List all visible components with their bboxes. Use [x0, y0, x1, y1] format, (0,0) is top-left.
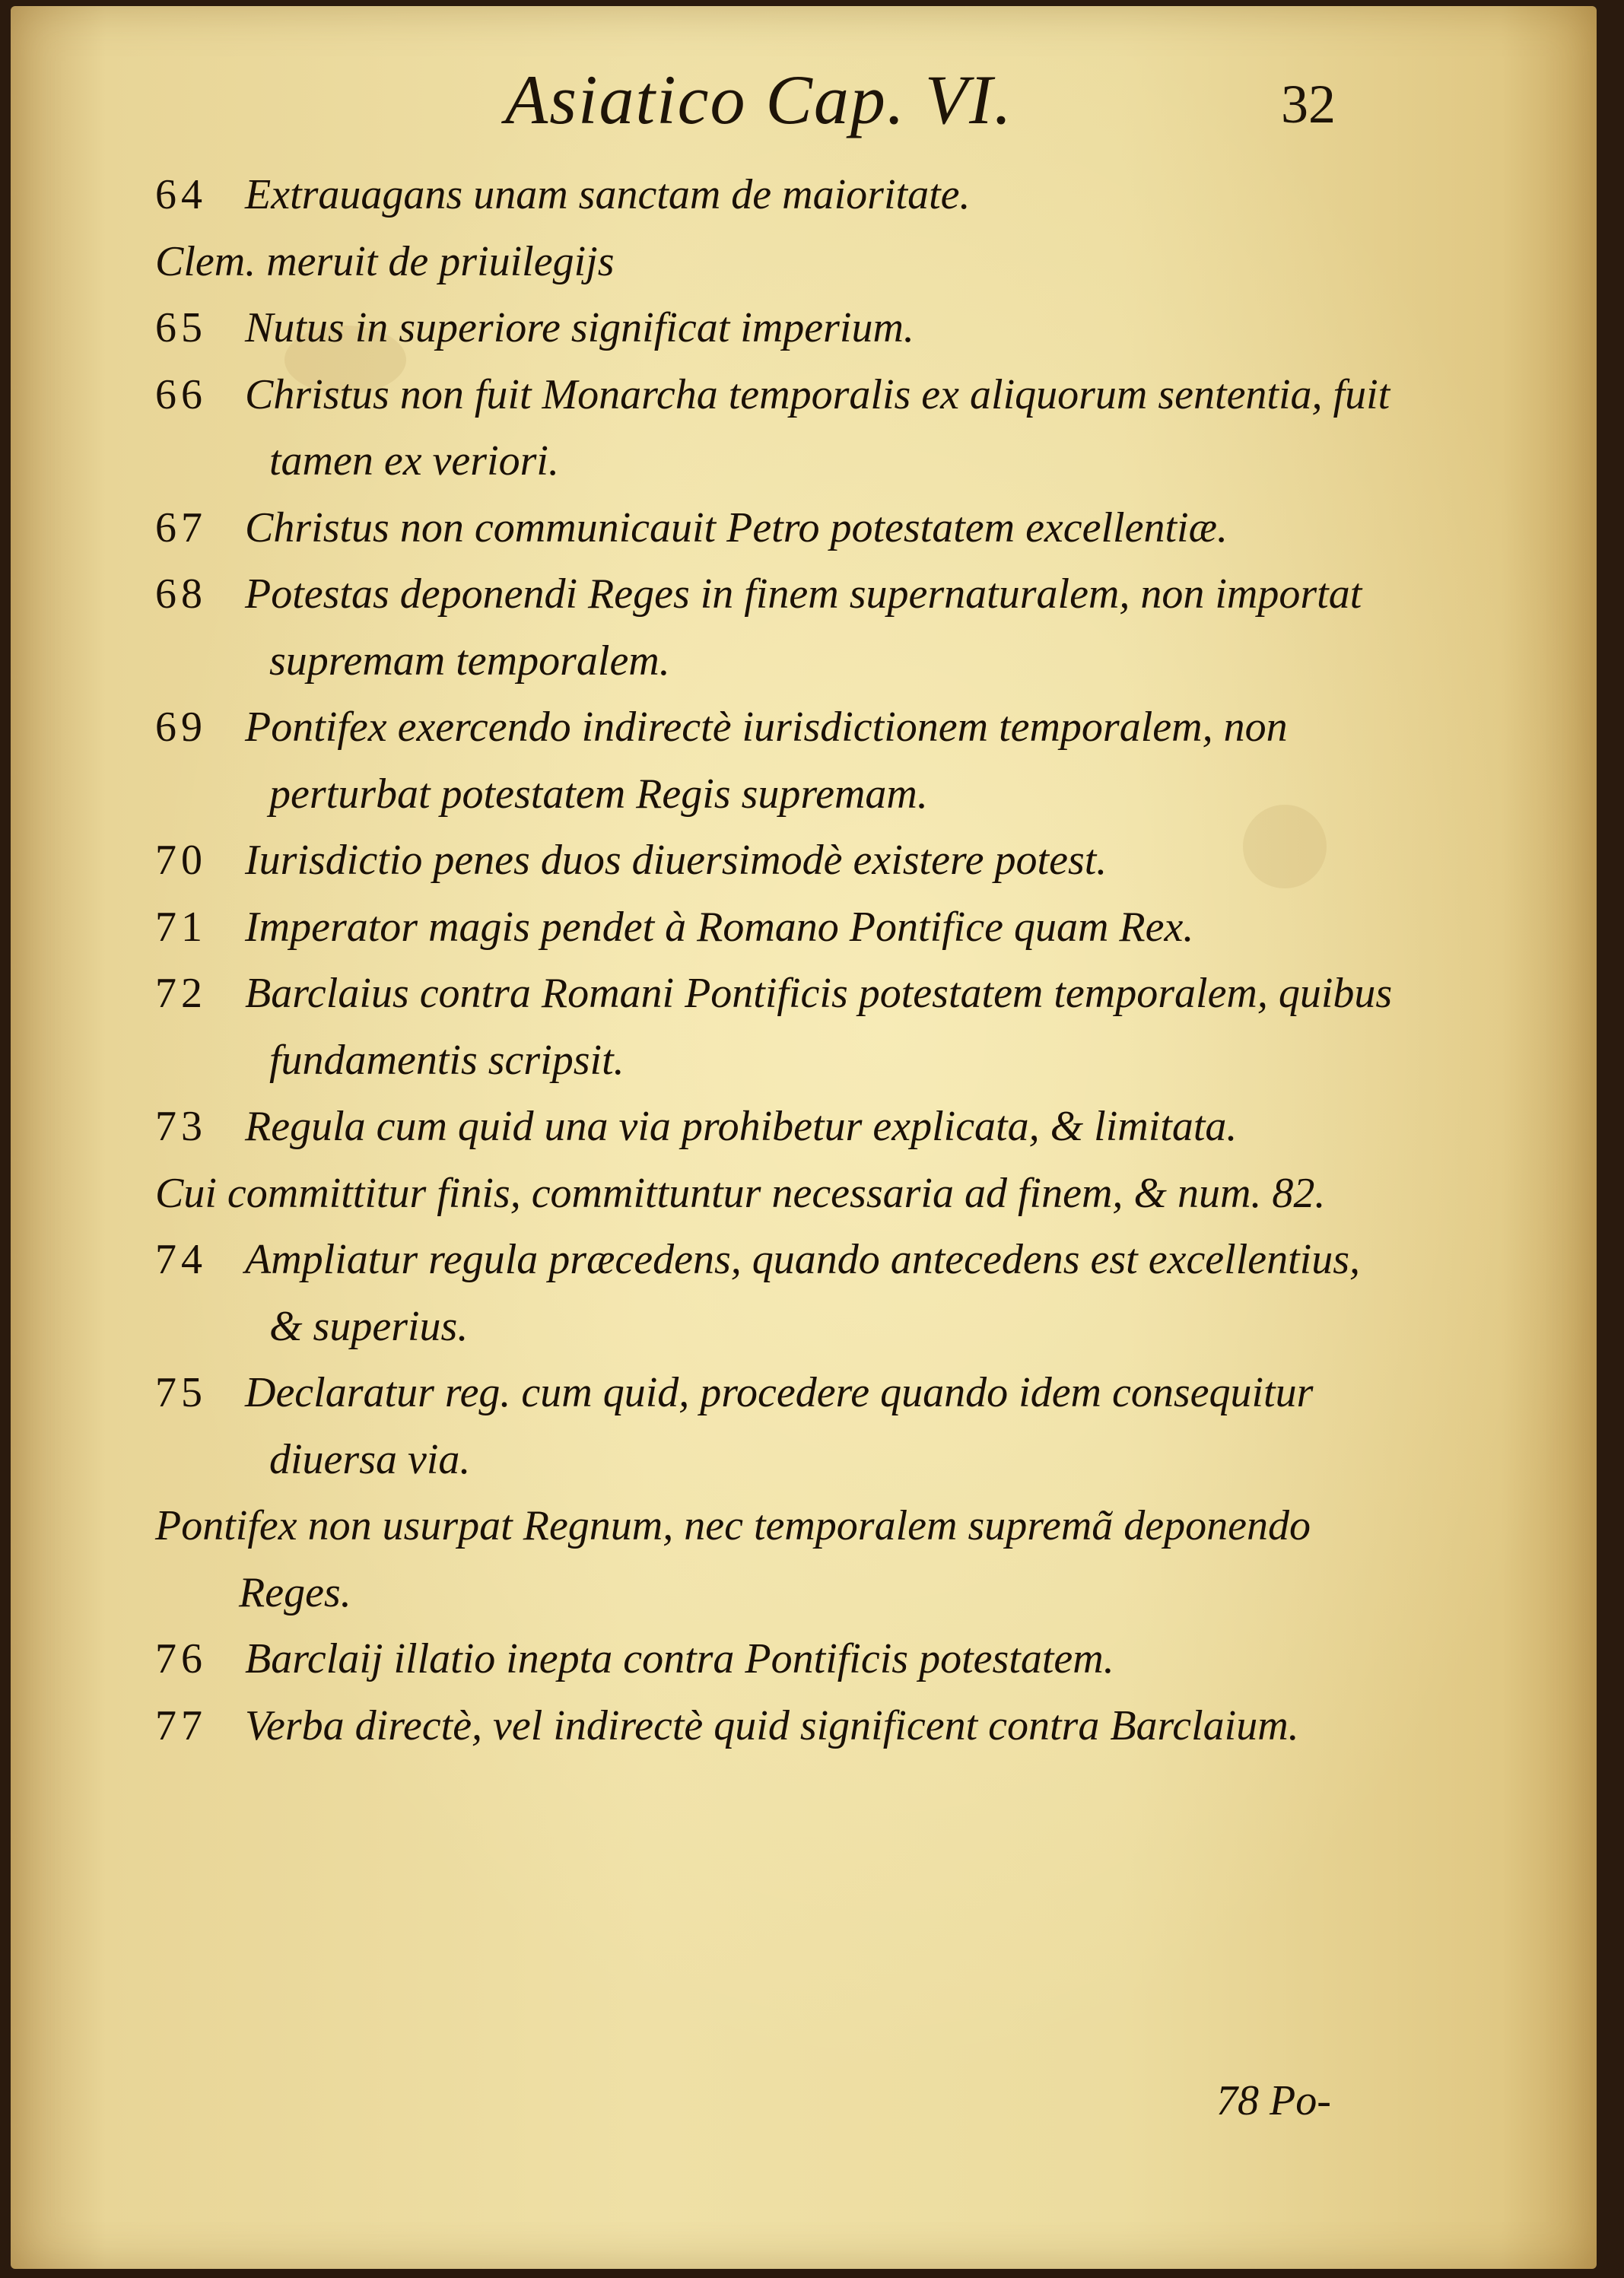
entry-number: 77 — [155, 1701, 207, 1749]
entry-text: Verba directè, vel indirectè quid significent contra Barclaium. — [245, 1701, 1299, 1749]
entry-number: 68 — [155, 570, 207, 618]
summary-list — [155, 162, 1403, 1759]
summary-entry — [155, 894, 1403, 961]
entry-text: Cui committitur finis, committuntur necessaria ad finem, & num. 82. — [155, 1169, 1326, 1217]
book-page — [11, 6, 1597, 2269]
summary-entry — [155, 229, 1403, 296]
summary-entry — [155, 1493, 1403, 1626]
entry-number: 65 — [155, 304, 207, 351]
entry-text: Barclaij illatio inepta contra Pontificis potestatem. — [245, 1635, 1114, 1682]
summary-entry — [155, 295, 1403, 362]
catchword: 78 Po- — [1216, 2077, 1331, 2124]
entry-number: 71 — [155, 903, 207, 951]
entry-text: Ampliatur regula præcedens, quando antecedens est excellentius, & superius. — [245, 1236, 1361, 1350]
page-number: 32 — [1281, 74, 1336, 135]
entry-number: 73 — [155, 1103, 207, 1150]
summary-entry — [155, 1360, 1403, 1493]
summary-entry — [155, 694, 1403, 828]
entry-number: 66 — [155, 370, 207, 418]
entry-text: Extrauagans unam sanctam de maioritate. — [245, 171, 971, 218]
entry-number: 72 — [155, 970, 207, 1017]
entry-text: Barclaius contra Romani Pontificis potestatem temporalem, quibus fundamentis scripsit. — [245, 970, 1393, 1084]
summary-entry — [155, 495, 1403, 562]
entry-text: Potestas deponendi Reges in finem supernaturalem, non importat supremam temporalem. — [245, 570, 1362, 685]
summary-entry — [155, 1626, 1403, 1693]
entry-text: Declaratur reg. cum quid, procedere quando idem consequitur diuersa via. — [245, 1369, 1314, 1483]
entry-number: 67 — [155, 504, 207, 551]
page-header — [11, 59, 1597, 143]
entry-number: 75 — [155, 1369, 207, 1416]
entry-text: Imperator magis pendet à Romano Pontifice quam Rex. — [245, 903, 1194, 951]
summary-entry — [155, 1161, 1403, 1228]
entry-text: Regula cum quid una via prohibetur explicata, & limitata. — [245, 1103, 1238, 1150]
summary-entry — [155, 961, 1403, 1094]
entry-number: 64 — [155, 171, 207, 218]
entry-text: Christus non fuit Monarcha temporalis ex aliquorum sententia, fuit tamen ex veriori. — [245, 370, 1390, 485]
entry-text: Christus non communicauit Petro potestatem excellentiæ. — [245, 504, 1228, 551]
entry-text: Nutus in superiore significat imperium. — [245, 304, 914, 351]
summary-entry — [155, 1227, 1403, 1360]
entry-number: 69 — [155, 704, 207, 751]
entry-text: Clem. meruit de priuilegijs — [155, 237, 615, 285]
summary-entry — [155, 162, 1403, 229]
summary-entry — [155, 1693, 1403, 1760]
entry-number: 70 — [155, 837, 207, 884]
summary-entry — [155, 561, 1403, 694]
entry-text: Pontifex exercendo indirectè iurisdictionem temporalem, non perturbat potestatem Regis supremam. — [245, 704, 1288, 818]
summary-entry — [155, 362, 1403, 495]
summary-entry — [155, 1094, 1403, 1161]
entry-text: Iurisdictio penes duos diuersimodè existere potest. — [245, 837, 1108, 884]
entry-number: 76 — [155, 1635, 207, 1682]
entry-text: Pontifex non usurpat Regnum, nec temporalem supremã deponendo Reges. — [155, 1502, 1311, 1616]
running-title: Asiatico Cap. VI. — [505, 61, 1013, 138]
entry-number: 74 — [155, 1236, 207, 1283]
summary-entry — [155, 828, 1403, 894]
